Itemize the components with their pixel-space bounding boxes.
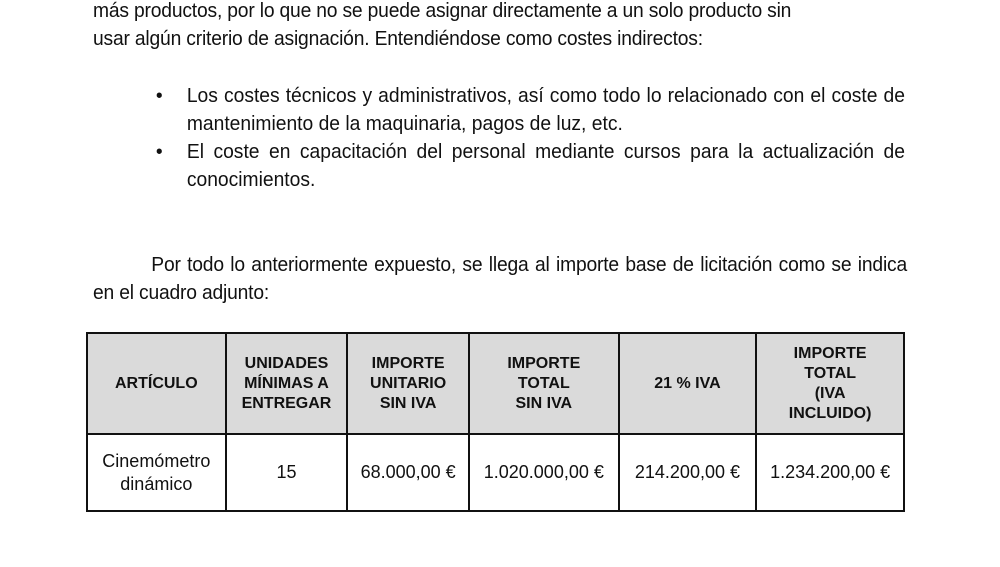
list-item-text: El coste en capacitación del personal mediante cursos para la actualización de conocimientos. (186, 140, 906, 191)
budget-table (86, 332, 905, 512)
header-importe-unitario: IMPORTE UNITARIO SIN IVA (347, 333, 469, 434)
header-importe-total-con-iva: IMPORTE TOTAL (IVA INCLUIDO) (756, 333, 904, 434)
cell-unidades: 15 (226, 434, 348, 511)
table-header-row (87, 333, 904, 434)
cell-total-con-iva: 1.234.200,00 € (756, 434, 904, 511)
header-articulo: ARTÍCULO (87, 333, 226, 434)
bullet-icon: • (155, 84, 163, 107)
intro-line-2: usar algún criterio de asignación. Entendiéndose como costes indirectos: (93, 27, 703, 50)
conclusion-paragraph (93, 251, 907, 307)
cell-articulo: Cinemómetro dinámico (87, 434, 226, 511)
list-item-text: Los costes técnicos y administrativos, así como todo lo relacionado con el coste de mantenimiento de la maquinaria, pagos de luz, etc. (186, 84, 906, 135)
conclusion-text: Por todo lo anteriormente expuesto, se llega al importe base de licitación como se indica en el cuadro adjunto: (93, 253, 908, 304)
cell-importe-unitario: 68.000,00 € (347, 434, 469, 511)
header-unidades: UNIDADES MÍNIMAS A ENTREGAR (226, 333, 348, 434)
cell-total-sin-iva: 1.020.000,00 € (469, 434, 619, 511)
header-iva: 21 % IVA (619, 333, 757, 434)
header-importe-total-sin-iva: IMPORTE TOTAL SIN IVA (469, 333, 619, 434)
list-item (153, 82, 905, 138)
intro-line-1: más productos, por lo que no se puede asignar directamente a un solo producto sin (93, 0, 792, 22)
list-item (153, 138, 905, 194)
indirect-costs-list (153, 82, 905, 194)
cell-iva: 214.200,00 € (619, 434, 757, 511)
table-row (87, 434, 904, 511)
bullet-icon: • (155, 140, 163, 163)
intro-paragraph (93, 0, 907, 53)
